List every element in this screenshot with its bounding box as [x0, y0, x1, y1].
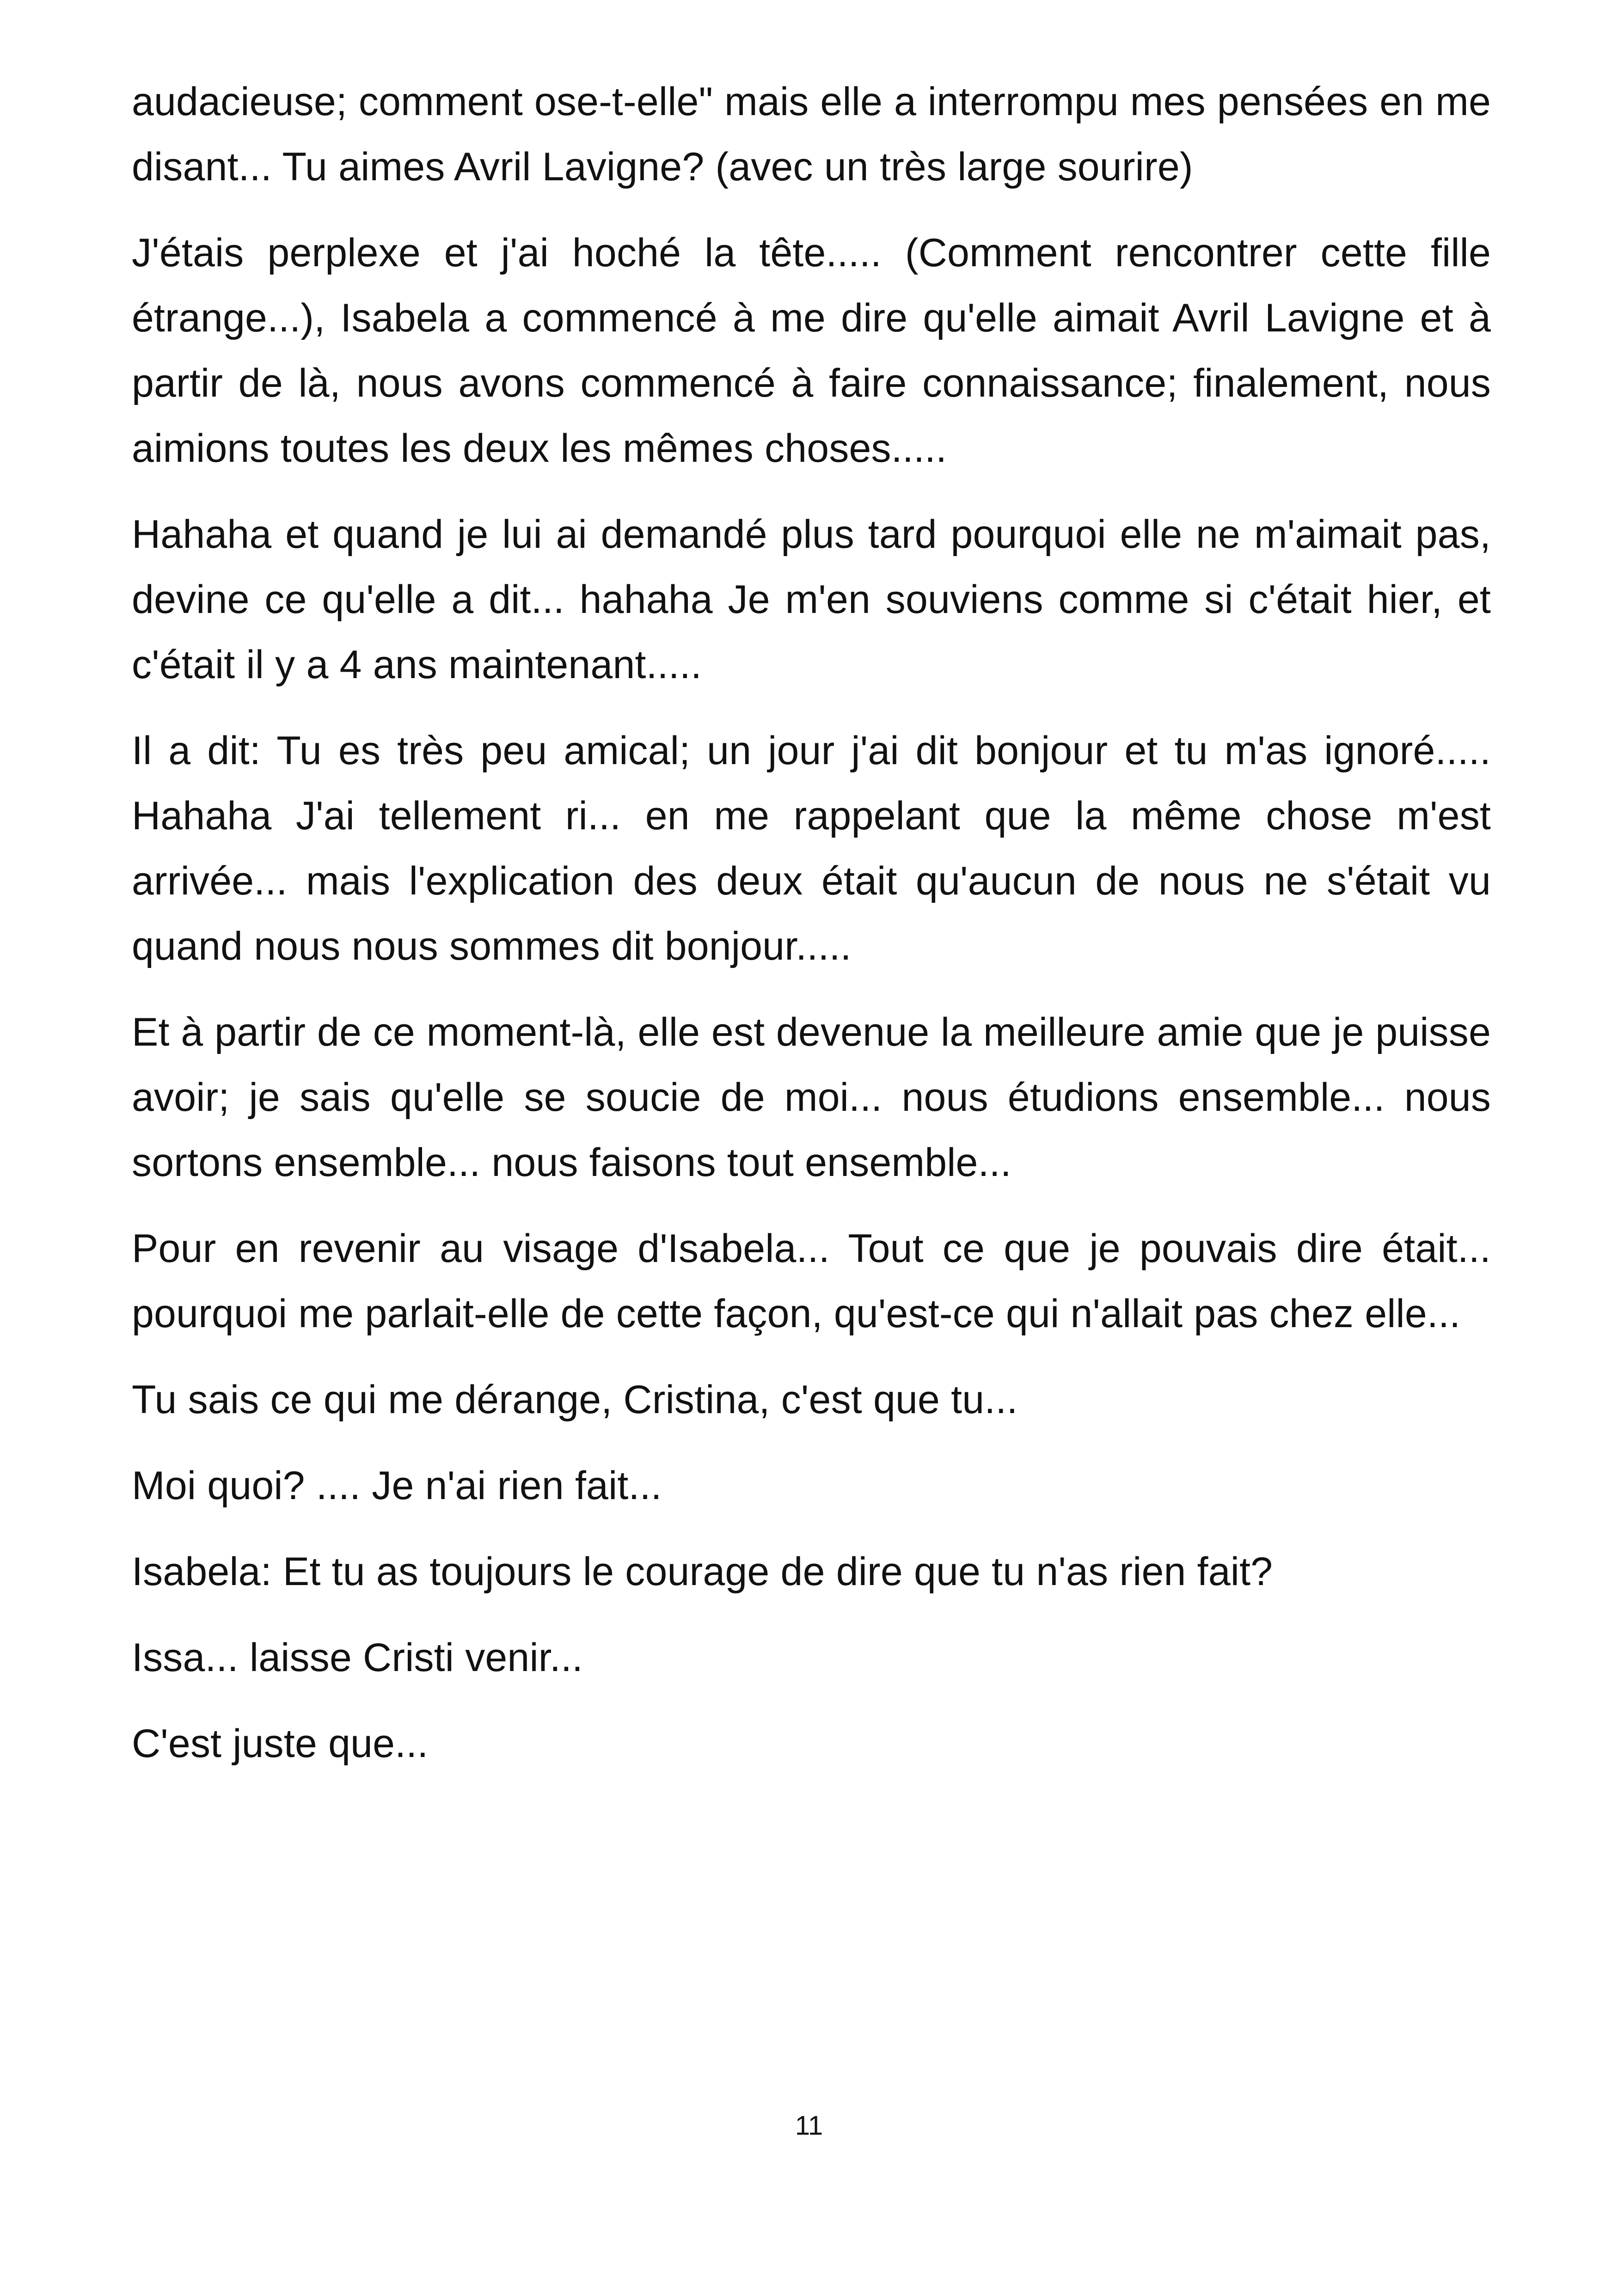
paragraph-1: audacieuse; comment ose-t-elle" mais elle a interrompu mes pensées en me disant... Tu aimes Avril Lavigne? (avec un très large sourire)	[132, 80, 1491, 189]
paragraph-3: Hahaha et quand je lui ai demandé plus tard pourquoi elle ne m'aimait pas, devine ce qu'elle a dit... hahaha Je m'en souviens comme si c'était hier, et c'était il y a 4 ans maintenant.....	[132, 512, 1491, 687]
paragraph-10: Issa... laisse Cristi venir...	[132, 1635, 583, 1680]
paragraph-4: Il a dit: Tu es très peu amical; un jour j'ai dit bonjour et tu m'as ignoré..... Hahaha J'ai tellement ri... en me rappelant que la même chose m'est arrivée... mais l'explication des deux était qu'aucun de nous ne s'était vu quand nous nous sommes dit bonjour.....	[132, 729, 1491, 968]
paragraph-2: J'étais perplexe et j'ai hoché la tête..... (Comment rencontrer cette fille étrange...), Isabela a commencé à me dire qu'elle aimait Avril Lavigne et à partir de là, nous avons commencé à faire connaissance; finalement, nous aimions toutes les deux les mêmes choses.....	[132, 231, 1491, 471]
paragraph-11: C'est juste que...	[132, 1721, 429, 1766]
paragraph-8: Moi quoi? .... Je n'ai rien fait...	[132, 1463, 662, 1508]
paragraph-6: Pour en revenir au visage d'Isabela... Tout ce que je pouvais dire était... pourquoi me parlait-elle de cette façon, qu'est-ce qui n'allait pas chez elle...	[132, 1226, 1491, 1336]
paragraph-9: Isabela: Et tu as toujours le courage de dire que tu n'as rien fait?	[132, 1549, 1273, 1594]
body-text	[132, 69, 1491, 1797]
paragraph-5: Et à partir de ce moment-là, elle est devenue la meilleure amie que je puisse avoir; je sais qu'elle se soucie de moi... nous étudions ensemble... nous sortons ensemble... nous faisons tout ensemble...	[132, 1010, 1491, 1185]
page-number: 11	[795, 2111, 823, 2141]
paragraph-7: Tu sais ce qui me dérange, Cristina, c'est que tu...	[132, 1378, 1018, 1422]
